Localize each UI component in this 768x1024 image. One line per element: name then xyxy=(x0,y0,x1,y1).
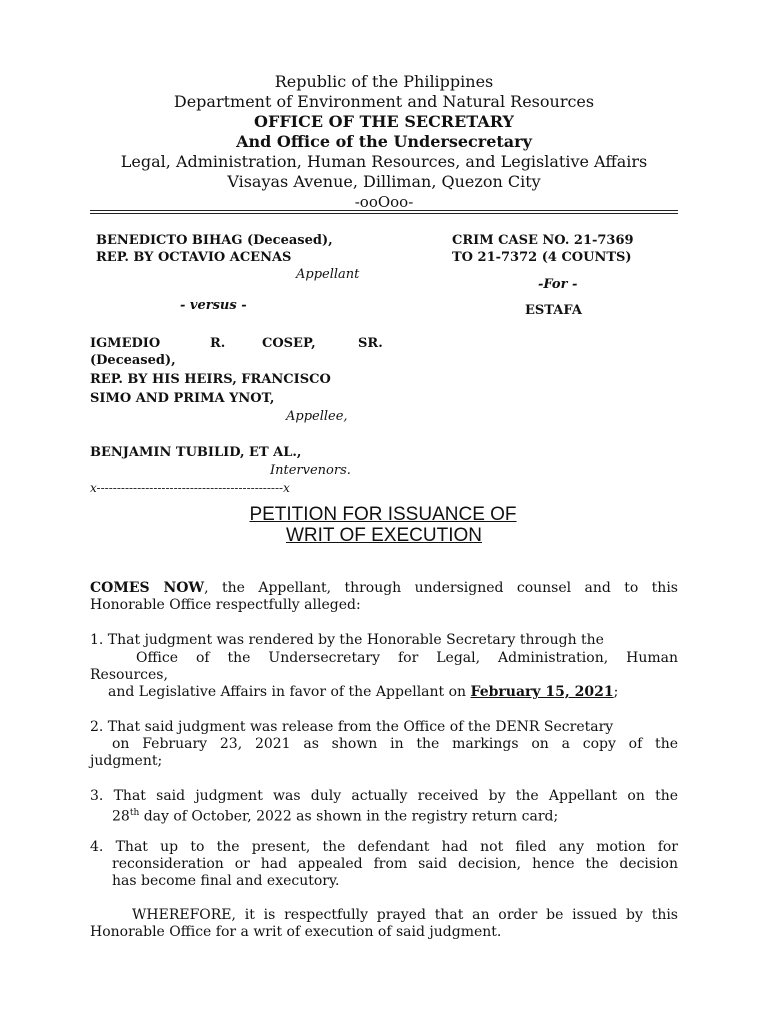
para4-line2: reconsideration or had appealed from said decision, hence the decision xyxy=(112,856,678,872)
intro-line2: Honorable Office respectfully alleged: xyxy=(90,597,361,613)
para1-line1: 1. That judgment was rendered by the Honorable Secretary through the xyxy=(90,632,604,648)
para4-line3: has become final and executory. xyxy=(112,873,340,889)
header-ornament: -ooOoo- xyxy=(354,193,414,211)
para1-line3: Resources, xyxy=(90,667,168,683)
appellant-role: Appellant xyxy=(296,267,360,282)
appellant-name-line1: BENEDICTO BIHAG (Deceased), xyxy=(96,233,333,248)
header-office-secretary: OFFICE OF THE SECRETARY xyxy=(254,112,514,131)
petition-title-line2: WRIT OF EXECUTION xyxy=(286,525,482,546)
para1-line2: Office of the Undersecretary for Legal, Administration, Human xyxy=(136,650,678,666)
header-rule-bottom xyxy=(90,213,678,214)
appellee-word-2: R. xyxy=(210,336,226,351)
para2-line2: on February 23, 2021 as shown in the markings on a copy of the xyxy=(112,736,678,752)
intervenor-name: BENJAMIN TUBILID, ET AL., xyxy=(90,445,302,460)
for-label: -For - xyxy=(538,277,578,292)
appellee-line3: REP. BY HIS HEIRS, FRANCISCO xyxy=(90,372,331,387)
para3-line1: 3. That said judgment was duly actually received by the Appellant on the xyxy=(90,788,678,804)
intro-line1: COMES NOW, the Appellant, through undersigned counsel and to this xyxy=(90,580,678,596)
header-rule-top xyxy=(90,210,678,211)
para1-line4: and Legislative Affairs in favor of the Appellant on February 15, 2021; xyxy=(108,684,619,700)
case-number-line2: TO 21-7372 (4 COUNTS) xyxy=(452,250,632,265)
versus-label: - versus - xyxy=(180,298,247,313)
appellee-line4: SIMO AND PRIMA YNOT, xyxy=(90,391,275,406)
appellee-line2: (Deceased), xyxy=(90,353,176,368)
appellee-word-4: SR. xyxy=(358,336,383,351)
case-number-line1: CRIM CASE NO. 21-7369 xyxy=(452,233,634,248)
offense-label: ESTAFA xyxy=(525,303,582,318)
caption-separator: x----------------------------------------------x xyxy=(90,481,290,495)
para2-line1: 2. That said judgment was release from the Office of the DENR Secretary xyxy=(90,719,614,735)
appellee-word-3: COSEP, xyxy=(262,336,316,351)
appellant-name-line2: REP. BY OCTAVIO ACENAS xyxy=(96,250,292,265)
para3-line2: 28th day of October, 2022 as shown in the registry return card; xyxy=(112,808,559,825)
header-legal-affairs: Legal, Administration, Human Resources, and Legislative Affairs xyxy=(120,152,648,171)
prayer-line2: Honorable Office for a writ of execution of said judgment. xyxy=(90,924,502,940)
appellee-role: Appellee, xyxy=(286,409,348,424)
prayer-line1: WHEREFORE, it is respectfully prayed that an order be issued by this xyxy=(132,907,678,923)
petition-title-line1: PETITION FOR ISSUANCE OF xyxy=(249,504,517,525)
header-office-undersecretary: And Office of the Undersecretary xyxy=(236,132,532,151)
para4-line1: 4. That up to the present, the defendant had not filed any motion for xyxy=(90,839,678,855)
header-address: Visayas Avenue, Dilliman, Quezon City xyxy=(227,172,541,191)
appellee-word-1: IGMEDIO xyxy=(90,336,161,351)
intervenor-role: Intervenors. xyxy=(270,463,351,478)
header-department: Department of Environment and Natural Resources xyxy=(173,92,595,111)
header-republic: Republic of the Philippines xyxy=(274,72,494,91)
para2-line3: judgment; xyxy=(90,753,163,769)
